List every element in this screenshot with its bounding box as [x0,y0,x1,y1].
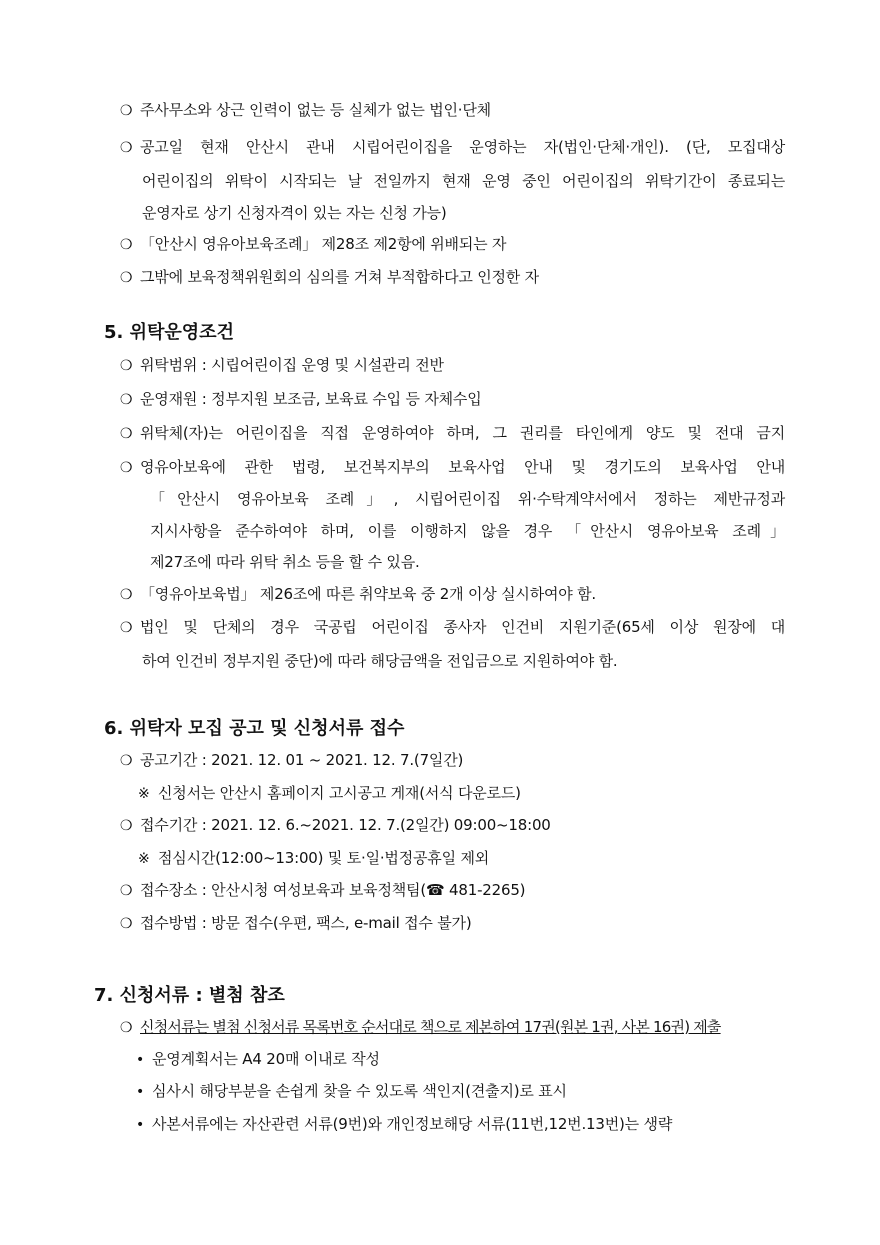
list-item-continuation: 어린이집의 위탁이 시작되는 날 전일까지 현재 운영 중인 어린이집의 위탁기간이 종료되는 [142,172,785,190]
list-item-continuation: 운영자로 상기 신청자격이 있는 자는 신청 가능) [142,204,447,222]
list-item-continuation: 지시사항을 준수하여야 하며, 이를 이행하지 않을 경우 「안산시 영유아보육 조례」 [150,522,785,540]
list-item: ❍ 「영유아보육법」 제26조에 따른 취약보육 중 2개 이상 실시하여야 함. [120,585,596,603]
sub-list-item: • 사본서류에는 자산관련 서류(9번)와 개인정보해당 서류(11번,12번.13번)는 생략 [136,1115,673,1133]
section-heading: 6. 위탁자 모집 공고 및 신청서류 접수 [104,718,405,739]
list-item-continuation: 「안산시 영유아보육 조례」, 시립어린이집 위·수탁계약서에서 정하는 제반규정과 [150,490,785,508]
dot-bullet-icon: • [136,1052,145,1068]
bullet-icon: ❍ [120,620,133,636]
list-item-continuation: 제27조에 따라 위탁 취소 등을 할 수 있음. [150,553,420,571]
list-item: ❍ 접수기간 : 2021. 12. 6.~2021. 12. 7.(2일간) 09:00~18:00 [120,816,551,834]
list-item: ❍ 「안산시 영유아보육조례」 제28조 제2항에 위배되는 자 [120,235,507,253]
list-item: ❍ 접수방법 : 방문 접수(우편, 팩스, e-mail 접수 불가) [120,914,472,932]
list-item: ❍ 운영재원 : 정부지원 보조금, 보육료 수입 등 자체수입 [120,390,482,408]
bullet-icon: ❍ [120,587,133,603]
list-item: ❍ 법인 및 단체의 경우 국공립 어린이집 종사자 인건비 지원기준(65세 이상 원장에 대 [120,618,785,636]
list-item: ❍ 접수장소 : 안산시청 여성보육과 보육정책팀(☎ 481-2265) [120,881,526,899]
list-item: ❍ 영유아보육에 관한 법령, 보건복지부의 보육사업 안내 및 경기도의 보육사업 안내 [120,458,785,476]
bullet-icon: ❍ [120,916,133,932]
section-heading: 7. 신청서류 : 별첨 참조 [94,985,285,1006]
dot-bullet-icon: • [136,1084,145,1100]
list-item: ❍ 신청서류는 별첨 신청서류 목록번호 순서대로 책으로 제본하여 17권(원본 1권, 사본 16권) 제출 [120,1018,721,1036]
bullet-icon: ❍ [120,392,133,408]
bullet-icon: ❍ [120,140,133,156]
reference-mark-icon: ※ [138,851,150,867]
note-item: ※ 신청서는 안산시 홈페이지 고시공고 게재(서식 다운로드) [138,784,521,802]
section-heading: 5. 위탁운영조건 [104,322,234,343]
bullet-icon: ❍ [120,460,133,476]
dot-bullet-icon: • [136,1117,145,1133]
bullet-icon: ❍ [120,237,133,253]
note-item: ※ 점심시간(12:00~13:00) 및 토·일·법정공휴일 제외 [138,849,490,867]
list-item: ❍ 공고일 현재 안산시 관내 시립어린이집을 운영하는 자(법인·단체·개인). (단, 모집대상 [120,138,785,156]
list-item: ❍ 주사무소와 상근 인력이 없는 등 실체가 없는 법인·단체 [120,101,491,119]
list-item: ❍ 공고기간 : 2021. 12. 01 ~ 2021. 12. 7.(7일간) [120,751,464,769]
bullet-icon: ❍ [120,426,133,442]
bullet-icon: ❍ [120,358,133,374]
list-item-continuation: 하여 인건비 정부지원 중단)에 따라 해당금액을 전입금으로 지원하여야 함. [142,652,618,670]
list-item: ❍ 위탁체(자)는 어린이집을 직접 운영하여야 하며, 그 권리를 타인에게 양도 및 전대 금지 [120,424,786,442]
bullet-icon: ❍ [120,753,133,769]
list-item: ❍ 그밖에 보육정책위원회의 심의를 거쳐 부적합하다고 인정한 자 [120,268,539,286]
bullet-icon: ❍ [120,1020,132,1036]
sub-list-item: • 운영계획서는 A4 20매 이내로 작성 [136,1050,380,1068]
sub-list-item: • 심사시 해당부분을 손쉽게 찾을 수 있도록 색인지(견출지)로 표시 [136,1082,567,1100]
bullet-icon: ❍ [120,270,133,286]
bullet-icon: ❍ [120,103,133,119]
bullet-icon: ❍ [120,818,133,834]
list-item: ❍ 위탁범위 : 시립어린이집 운영 및 시설관리 전반 [120,356,444,374]
bullet-icon: ❍ [120,883,133,899]
reference-mark-icon: ※ [138,786,150,802]
